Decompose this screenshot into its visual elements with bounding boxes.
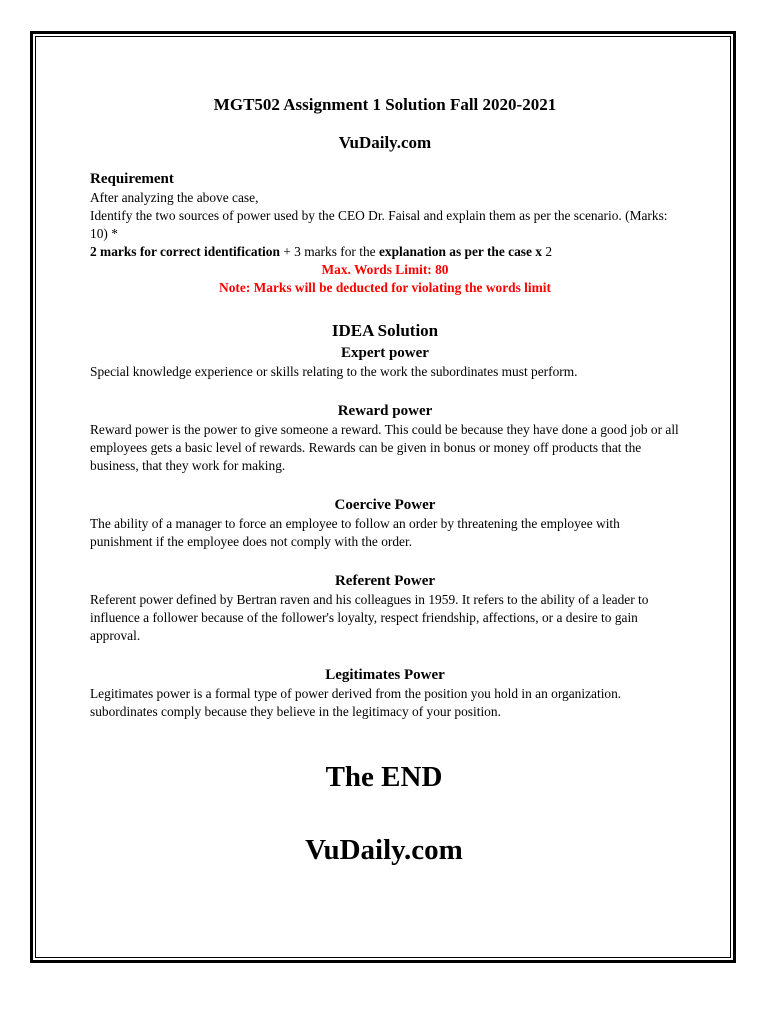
word-limit-note: Note: Marks will be deducted for violating the words limit (219, 280, 551, 295)
document-content (90, 93, 680, 721)
requirement-line-2: Identify the two sources of power used by the CEO Dr. Faisal and explain them as per the scenario. (Marks: 10) * (90, 208, 668, 241)
word-limit: Max. Words Limit: 80 (321, 262, 449, 277)
marks-plus-three: + 3 marks for the (279, 244, 379, 259)
section-referent-power (90, 571, 680, 645)
marks-explanation: explanation as per the case x (378, 244, 542, 259)
end-text: The END (325, 761, 443, 793)
requirement-block (90, 169, 680, 297)
section-legitimates-power (90, 665, 680, 721)
marks-identification: 2 marks for correct identification (90, 244, 280, 259)
marks-times-two: 2 (541, 244, 553, 259)
section-coercive-power (90, 495, 680, 551)
marks-breakdown (90, 243, 680, 261)
site-name: VuDaily.com (338, 133, 432, 152)
section-text: Reward power is the power to give someone a reward. This could be because they have done a good job or all employees gets a basic level of rewards. Rewards can be given in bonus or money off products that the business, that they work for making. (90, 422, 679, 473)
section-text: Special knowledge experience or skills relating to the work the subordinates must perform. (90, 364, 578, 379)
end-site-name: VuDaily.com (305, 834, 463, 866)
requirement-line-1: After analyzing the above case, (90, 190, 259, 205)
section-text: Legitimates power is a formal type of power derived from the position you hold in an organization. subordinates comply because they believe in the legitimacy of your position. (90, 686, 622, 719)
section-expert-power (90, 343, 680, 381)
document-title: MGT502 Assignment 1 Solution Fall 2020-2021 (213, 95, 557, 114)
solution-heading: IDEA Solution (331, 321, 439, 340)
section-heading: Legitimates Power (325, 667, 445, 683)
section-heading: Coercive Power (334, 497, 436, 513)
requirement-heading: Requirement (90, 171, 174, 187)
section-heading: Expert power (341, 345, 429, 361)
section-heading: Referent Power (334, 573, 436, 589)
section-text: Referent power defined by Bertran raven and his colleagues in 1959. It refers to the ability of a leader to influence a follower because of the follower's loyalty, respect friendship, affections, or a desire to gain approval. (90, 592, 649, 643)
section-heading: Reward power (337, 403, 433, 419)
section-reward-power (90, 401, 680, 475)
section-text: The ability of a manager to force an employee to follow an order by threatening the employee with punishment if the employee does not comply with the order. (90, 516, 620, 549)
